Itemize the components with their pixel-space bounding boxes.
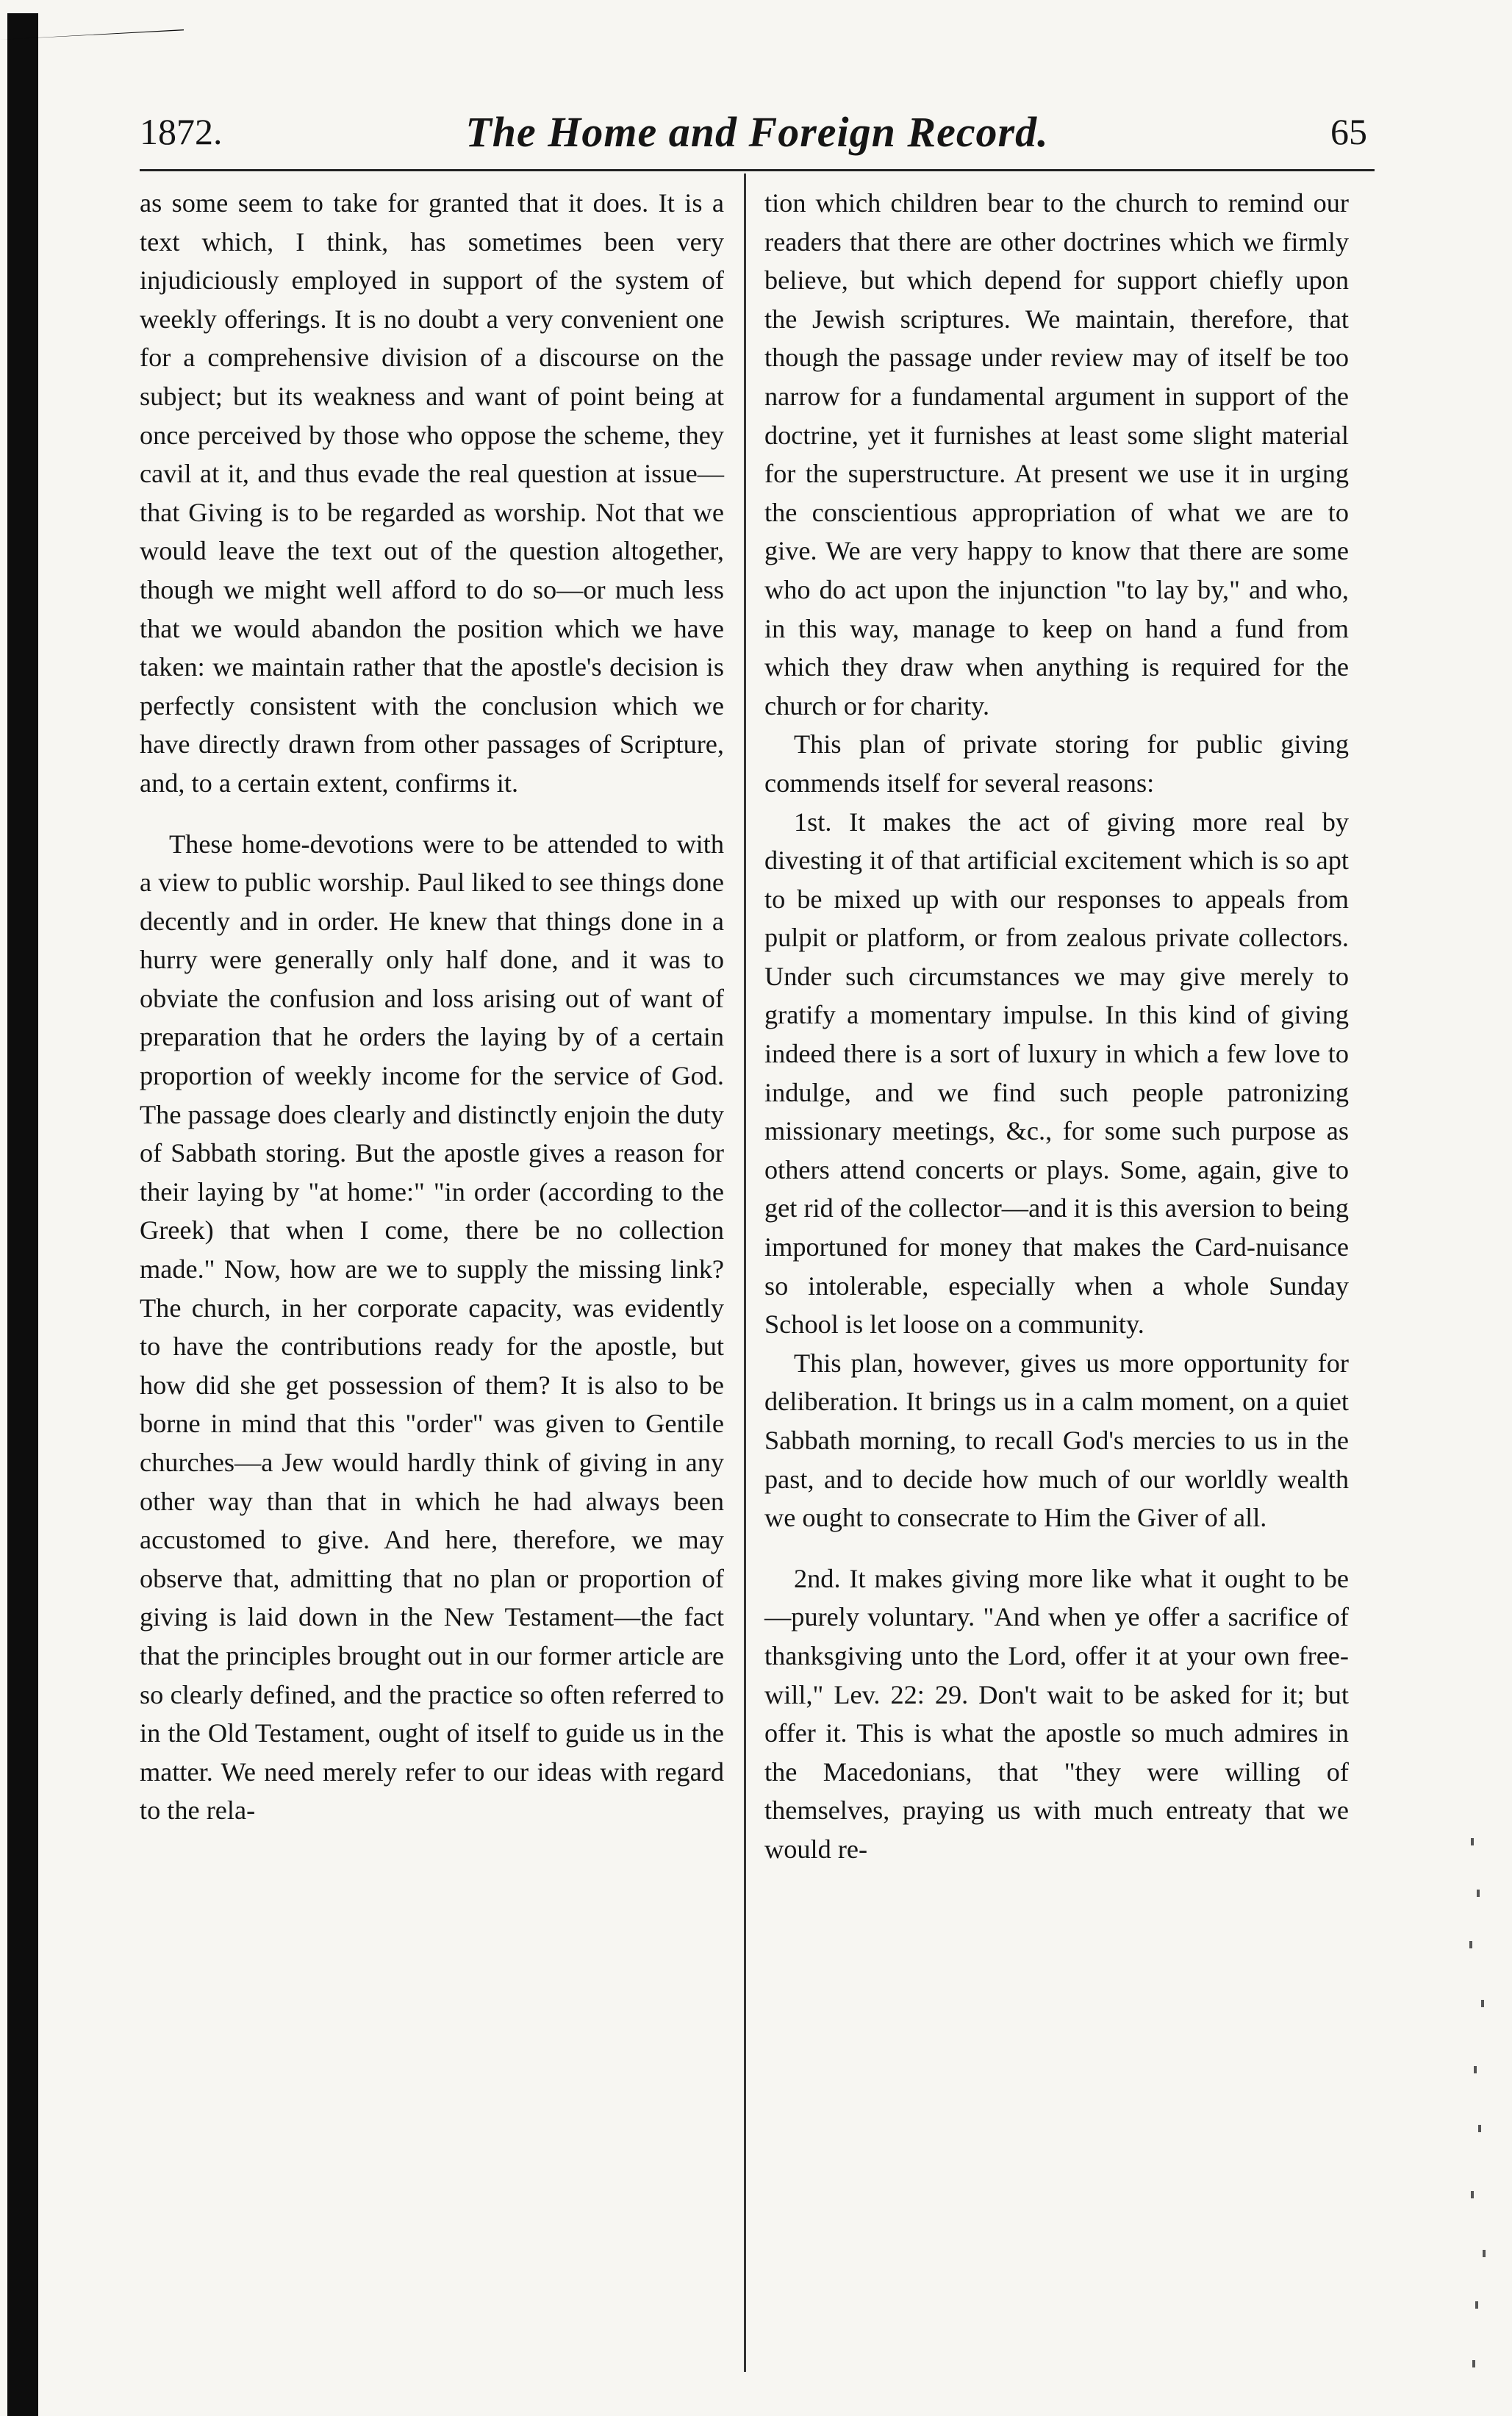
right-column (764, 184, 1349, 2382)
left-column (140, 184, 724, 2382)
binding-edge (7, 13, 38, 2416)
paragraph: This plan of private storing for public giving commends itself for several reasons: (764, 729, 1349, 798)
paragraph: These home-devotions were to be attended to with a view to public worship. Paul liked to see things done decently and in order. He knew that things done in a hurry were generally only half done, and it was to obviate the confusion and loss arising out of want of preparation that he orders the laying by of a certain proportion of weekly income for the service of God. The passage does clearly and distinctly enjoin the duty of Sabbath storing. But the apostle gives a reason for their laying by "at home:" "in order (according to the Greek) that when I come, there be no collection made." Now, how are we to supply the missing link? The church, in her corporate capacity, was evidently to have the contributions ready for the apostle, but how did she get possession of them? It is also to be borne in mind that this "order" was given to Gentile churches—a Jew would hardly think of giving in any other way than that in which he had always been accustomed to give. And here, therefore, we may observe that, admitting that no plan or proportion of giving is laid down in the New Testament—the fact that the principles brought out in our former article are so clearly defined, and the practice so often referred to in the Old Testament, ought of itself to guide us in the matter. We need merely refer to our ideas with regard to the rela- (140, 829, 724, 1826)
header-rule (140, 169, 1375, 171)
running-header (140, 110, 1375, 169)
paragraph: 1st. It makes the act of giving more real by divesting it of that artificial excitement which is so apt to be mixed up with our responses to appeals from pulpit or platform, or from zealous private collectors. Under such circumstances we may give merely to gratify a momentary impulse. In this kind of giving indeed there is a sort of luxury in which a few love to indulge, and we find such people patronizing missionary meetings, &c., for some such purpose as others attend concerts or plays. Some, again, give to get rid of the collector—and it is this aversion to being importuned for money that makes the Card-nuisance so intolerable, especially when a whole Sunday School is let loose on a community. (764, 807, 1349, 1340)
column-divider (744, 174, 746, 2372)
scan-noise (1468, 1823, 1497, 2412)
paragraph: 2nd. It makes giving more like what it ought to be—purely voluntary. "And when ye offer a sacrifice of thanksgiving unto the Lord, offer it at your own free-will," Lev. 22: 29. Don't wait to be asked for it; but offer it. This is what the apostle so much admires in the Macedonians, that "they were willing of themselves, praying us with much entreaty that we would re- (764, 1563, 1349, 1864)
paragraph: as some seem to take for granted that it does. It is a text which, I think, has sometimes been very injudiciously employed in support of the system of weekly offerings. It is no doubt a very convenient one for a comprehensive division of a discourse on the subject; but its weakness and want of point being at once perceived by those who oppose the scheme, they cavil at it, and thus evade the real question at issue—that Giving is to be regarded as worship. Not that we would leave the text out of the question altogether, though we might well afford to do so—or much less that we would abandon the position which we have taken: we maintain rather that the apostle's decision is perfectly consistent with the conclusion which we have directly drawn from other passages of Scripture, and, to a certain extent, confirms it. (140, 188, 724, 798)
page-number: 65 (1330, 111, 1367, 152)
paragraph: tion which children bear to the church to remind our readers that there are other doctrines which we firmly believe, but which depend for support chiefly upon the Jewish scriptures. We maintain, therefore, that though the passage under review may of itself be too narrow for a fundamental argument in support of the doctrine, yet it furnishes at least some slight material for the superstructure. At present we use it in urging the conscientious appropriation of what we are to give. We are very happy to know that there are some who do act upon the injunction "to lay by," and who, in this way, manage to keep on hand a fund from which they draw when anything is required for the church or for charity. (764, 188, 1349, 721)
paragraph: This plan, however, gives us more opportunity for deliberation. It brings us in a calm moment, on a quiet Sabbath morning, to recall God's mercies to us in the past, and to decide how much of our worldly wealth we ought to consecrate to Him the Giver of all. (764, 1348, 1349, 1533)
header-year: 1872. (140, 111, 223, 152)
document-page (140, 0, 1375, 2416)
journal-title: The Home and Foreign Record. (465, 108, 1049, 156)
